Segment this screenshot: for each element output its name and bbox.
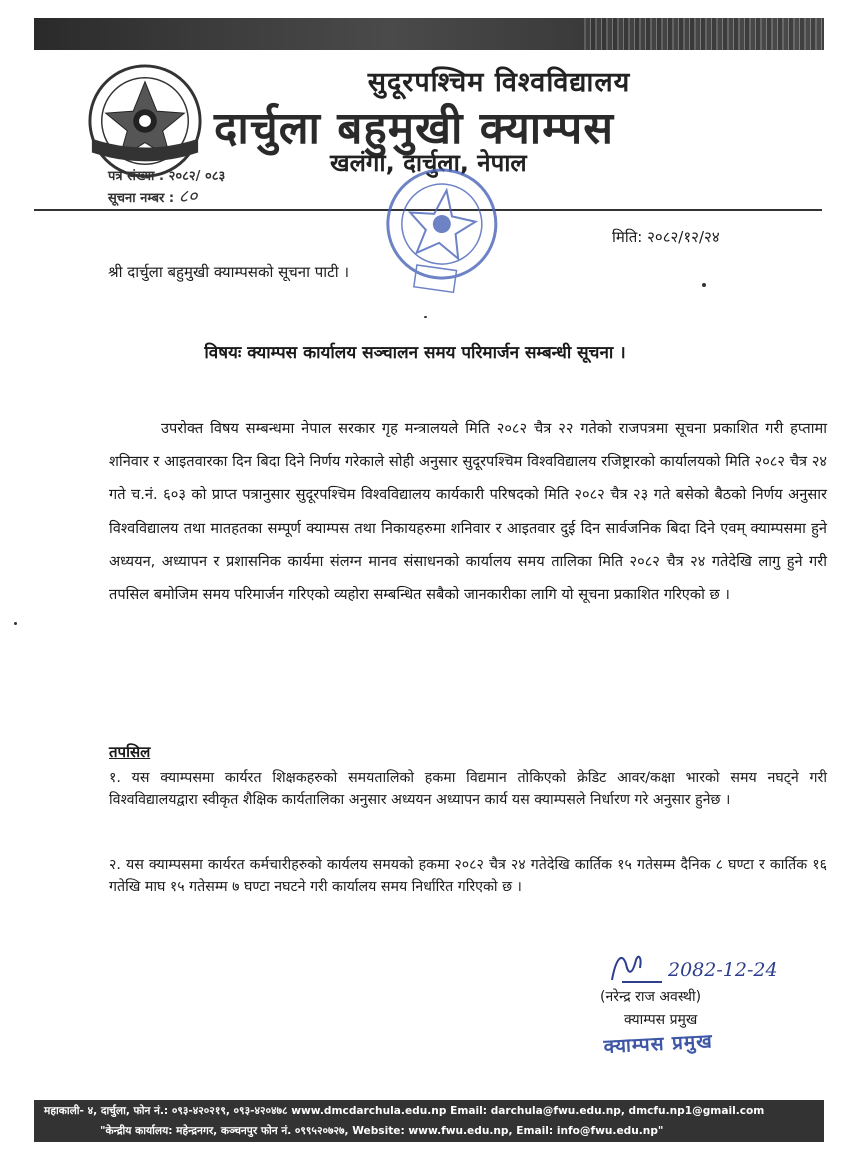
footer xyxy=(34,1100,824,1142)
campus-name: दार्चुला बहुमुखी क्याम्पस xyxy=(214,103,614,154)
body-paragraph: उपरोक्त विषय सम्बन्धमा नेपाल सरकार गृह मन्त्रालयले मिति २०८२ चैत्र २२ गतेको राजपत्रमा सूचना प्रकाशित गरी हप्तामा शनिवार र आइतवारका दिन बिदा दिने निर्णय गरेकाले सोही अनुसार सुदूरपश्चिम विश्वविद्यालय रजिष्ट्रारको कार्यालयको मिति २०८२ चैत्र २४ गते च.नं. ६०३ को प्राप्त पत्रानुसार सुदूरपश्चिम विश्वविद्यालय कार्यकारी परिषदको मिति २०८२ चैत्र २३ गते बसेको बैठको निर्णय अनुसार विश्वविद्यालय तथा मातहतका सम्पूर्ण क्याम्पस तथा निकायहरुमा शनिवार र आइतवार दुई दिन सार्वजनिक बिदा दिने एवम् क्याम्पसमा हुने अध्ययन, अध्यापन र प्रशासनिक कार्यमा संलग्न मानव संसाधनको कार्यालय समय तालिका मिति २०८२ चैत्र २४ गतेदेखि लागु हुने गरी तपसिल बमोजिम समय परिमार्जन गरिएको व्यहोरा सम्बन्धित सबैको जानकारीका लागि यो सूचना प्रकाशित गरिएको छ । xyxy=(109,420,827,604)
university-name: सुदूरपश्चिम विश्वविद्यालय xyxy=(367,67,631,98)
campus-location: खलंगा, दार्चुला, नेपाल xyxy=(330,149,527,177)
notice-number-value: ८० xyxy=(178,186,198,207)
signatory-title: क्याम्पस प्रमुख xyxy=(624,1012,698,1028)
top-banner xyxy=(34,18,824,50)
notice-number xyxy=(108,184,197,208)
letter-number: पत्र संख्या : २०८२/ ०८३ xyxy=(108,169,226,184)
scan-speck xyxy=(702,283,706,287)
signature-date: 2082-12-24 xyxy=(668,959,778,981)
subject-line: विषयः क्याम्पस कार्यालय सञ्चालन समय परिमार्जन सम्बन्धी सूचना । xyxy=(204,343,626,363)
campus-stamp xyxy=(378,160,504,300)
scan-speck xyxy=(14,622,17,625)
tapsil-heading: तपसिल xyxy=(109,743,151,761)
recipient: श्री दार्चुला बहुमुखी क्याम्पसको सूचना पाटी । xyxy=(108,263,350,281)
tapsil-item-1: १. यस क्याम्पसमा कार्यरत शिक्षकहरुको समयतालिको हकमा विद्यमान तोकिएको क्रेडिट आवर/कक्षा भारको समय नघट्ने गरी विश्वविद्यालयद्वारा स्वीकृत शैक्षिक कार्यतालिका अनुसार अध्ययन अध्यापन कार्य यस क्याम्पसले निर्धारण गरे अनुसार हुनेछ । xyxy=(109,770,827,808)
scan-streaks xyxy=(584,18,824,50)
notice-number-label: सूचना नम्बर : xyxy=(108,191,175,206)
footer-line-2: "केन्द्रीय कार्यालय: महेन्द्रनगर, कञ्चनपुर फोन नं. ०९९५२०७२७, Website: www.fwu.edu.np, Email: info@fwu.edu.np" xyxy=(100,1125,664,1137)
signature xyxy=(606,946,796,990)
letter-date: मिति: २०८२/१२/२४ xyxy=(612,228,720,246)
tapsil-item-2: २. यस क्याम्पसमा कार्यरत कर्मचारीहरुको कार्यलय समयको हकमा २०८२ चैत्र २४ गतेदेखि कार्तिक १५ गतेसम्म दैनिक ८ घण्टा र कार्तिक १६ गतेखि माघ १५ गतेसम्म ७ घण्टा नघटने गरी कार्यालय समय निर्धारित गरिएको छ । xyxy=(109,857,827,895)
footer-line-1: महाकाली- ४, दार्चुला, फोन नं.: ०९३-४२०२१९, ०९३-४२०४७८ www.dmcdarchula.edu.np Email: darchula@fwu.edu.np, dmcfu.np1@gmail.com xyxy=(44,1105,765,1117)
signatory-stamp: क्याम्पस प्रमुख xyxy=(603,1030,714,1058)
scan-speck xyxy=(424,316,427,318)
signatory-name: (नरेन्द्र राज अवस्थी) xyxy=(600,989,702,1005)
